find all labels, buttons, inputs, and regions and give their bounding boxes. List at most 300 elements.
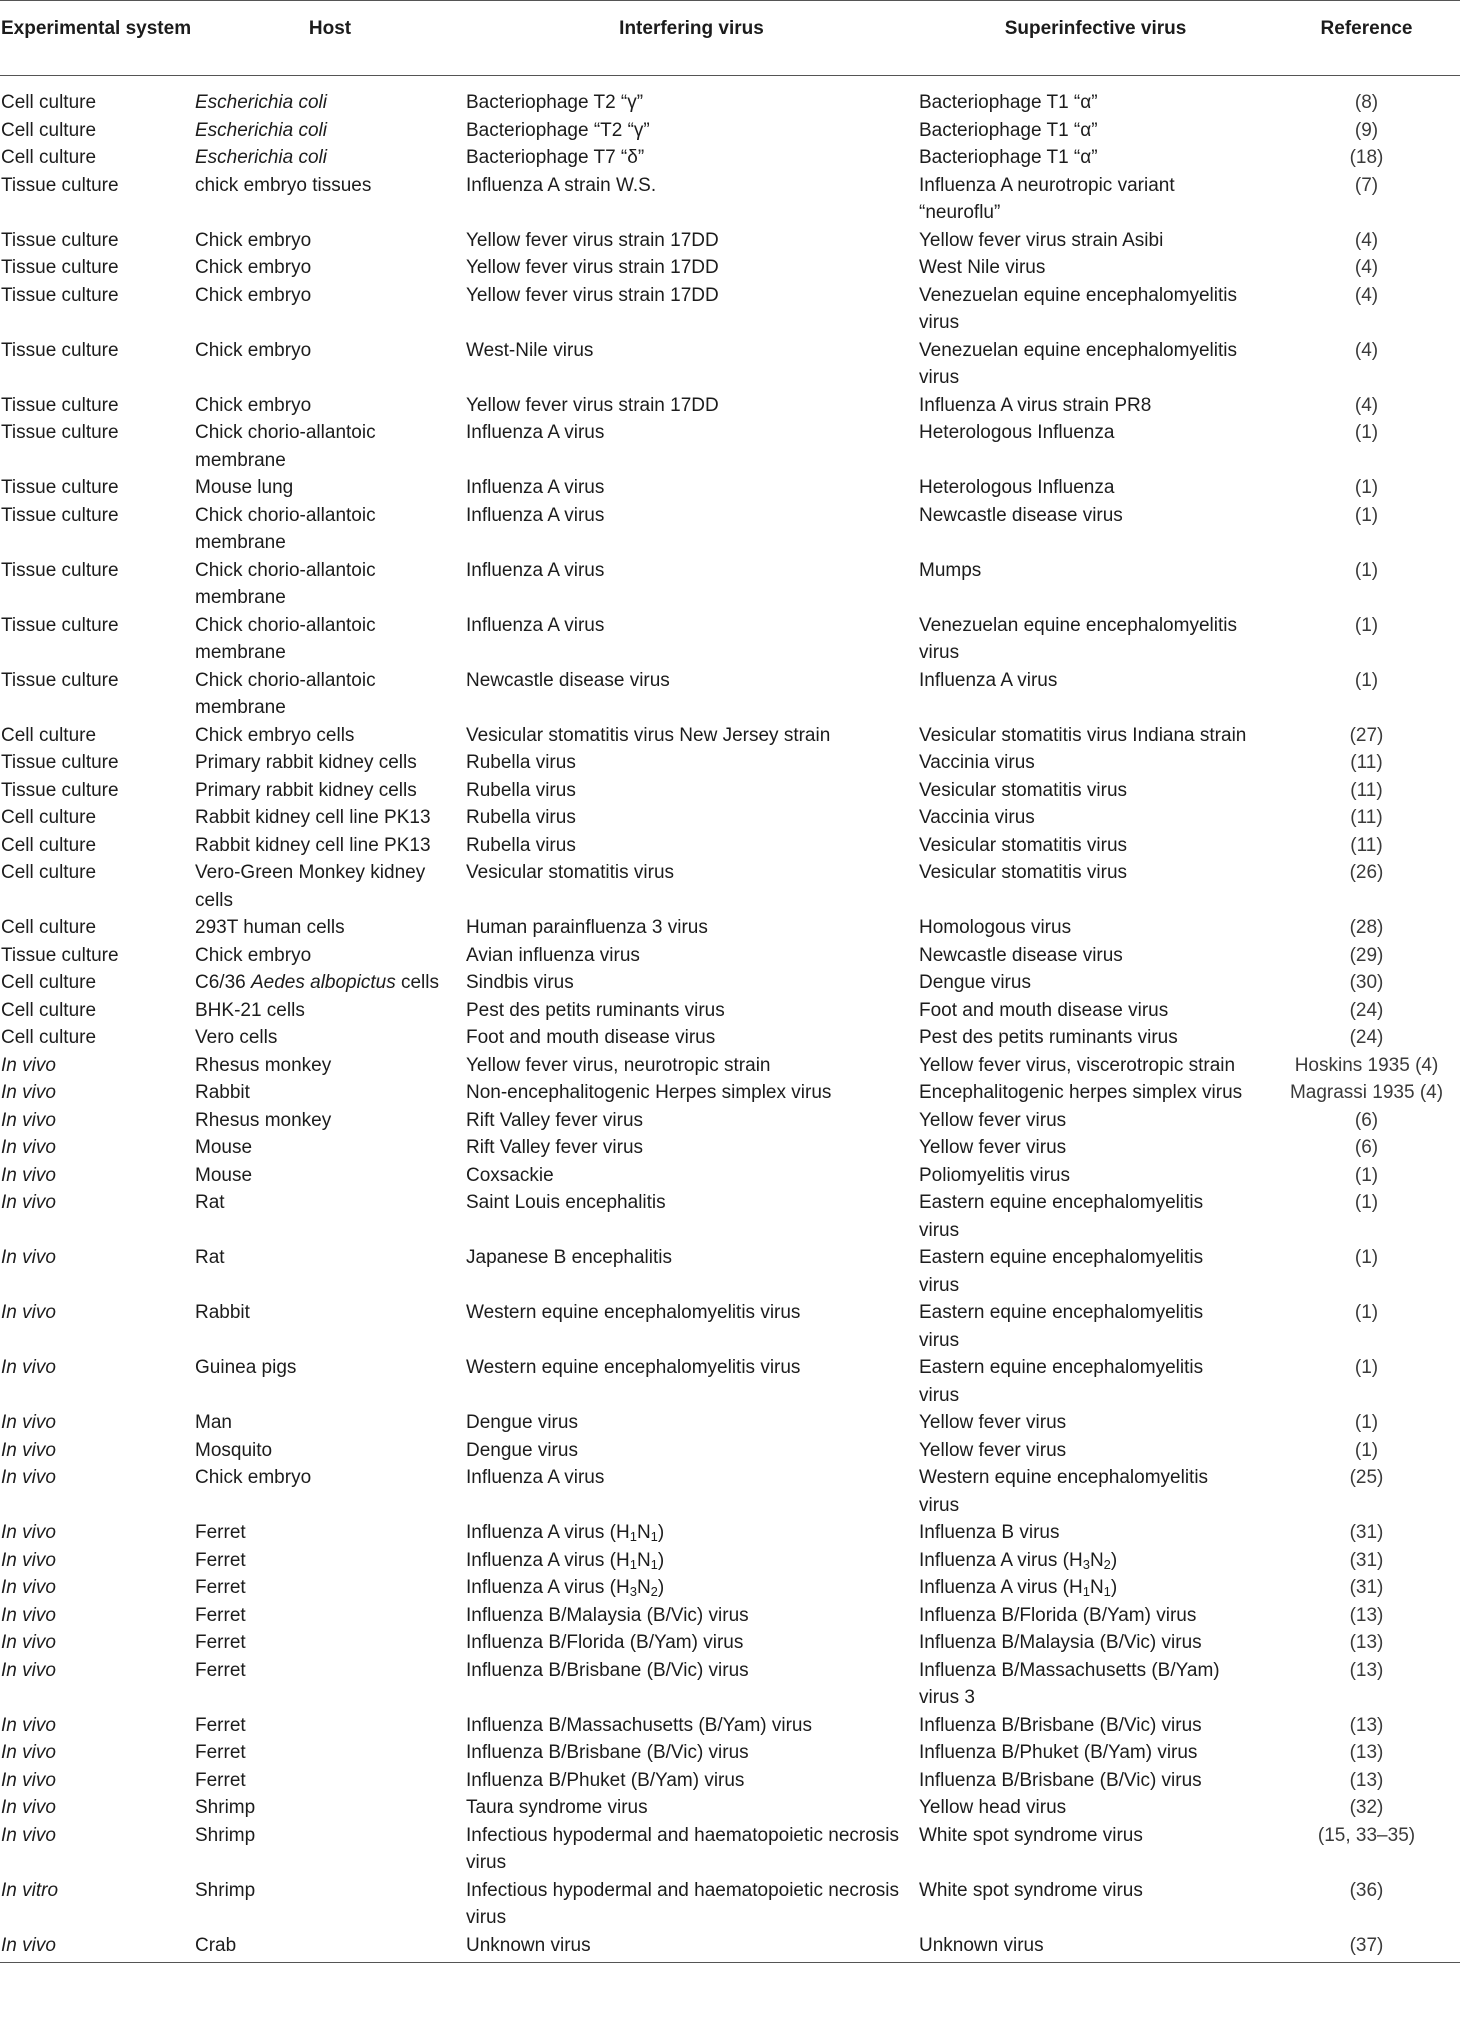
cell-superinfective-virus-text: Vesicular stomatitis virus: [919, 862, 1128, 883]
reference-text: (1): [1354, 1247, 1379, 1268]
cell-host: [195, 804, 465, 832]
reference-text: Hoskins 1935 (4): [1294, 1054, 1439, 1076]
cell-experimental-system-text: Cell culture: [1, 147, 97, 168]
cell-interfering-virus: [465, 1134, 918, 1162]
cell-reference: [1273, 914, 1460, 942]
cell-reference: [1273, 1877, 1460, 1932]
cell-interfering-virus: [465, 1189, 918, 1244]
cell-host-text: Ferret: [195, 1769, 246, 1791]
cell-superinfective-virus-text: Vaccinia virus: [919, 752, 1035, 773]
cell-superinfective-virus: [918, 914, 1273, 942]
cell-reference: [1273, 172, 1460, 227]
cell-host-text: Man: [195, 1412, 232, 1433]
cell-interfering-virus-text: Pest des petits ruminants virus: [466, 999, 725, 1021]
table-row: [0, 1657, 1460, 1712]
cell-interfering-virus: [465, 997, 918, 1025]
cell-superinfective-virus-text: Poliomyelitis virus: [919, 1164, 1070, 1186]
species-name-text: Aedes albopictus: [250, 972, 396, 993]
cell-superinfective-virus: [918, 1024, 1273, 1052]
cell-experimental-system: [0, 749, 195, 777]
cell-interfering-virus-text: Unknown virus: [466, 1934, 591, 1956]
reference-text: (4): [1354, 284, 1379, 306]
cell-interfering-virus-text: Influenza B/Massachusetts (B/Yam) virus: [466, 1714, 812, 1736]
cell-reference: [1273, 777, 1460, 805]
cell-text-part: Influenza A virus (H: [466, 1549, 630, 1571]
cell-interfering-virus: [465, 1409, 918, 1437]
cell-interfering-virus: [465, 969, 918, 997]
cell-experimental-system-text: Tissue culture: [1, 422, 119, 443]
cell-experimental-system: [0, 282, 195, 337]
subscript-text: 2: [650, 1584, 658, 1599]
cell-interfering-virus-text: Rift Valley fever virus: [466, 1109, 644, 1131]
table-row: [0, 1409, 1460, 1437]
cell-interfering-virus-text: Non-encephalitogenic Herpes simplex virus: [466, 1082, 832, 1103]
cell-host: [195, 144, 465, 172]
cell-experimental-system: [0, 1739, 195, 1767]
cell-text-part: ): [657, 1549, 665, 1571]
cell-reference: [1273, 1437, 1460, 1465]
cell-experimental-system-text: Tissue culture: [1, 669, 119, 691]
table-row: [0, 722, 1460, 750]
reference-text: (1): [1354, 1439, 1379, 1461]
cell-experimental-system-text: In vivo: [1, 1632, 56, 1653]
reference-text: (4): [1354, 229, 1379, 251]
cell-host-text: Ferret: [195, 1577, 246, 1598]
cell-interfering-virus-text: Yellow fever virus strain 17DD: [466, 229, 719, 251]
cell-interfering-virus-text: Yellow fever virus strain 17DD: [466, 394, 719, 416]
table-row: [0, 1629, 1460, 1657]
cell-host: [195, 722, 465, 750]
cell-text-part: ): [1110, 1549, 1118, 1571]
cell-host: [195, 557, 465, 612]
table-row: [0, 392, 1460, 420]
cell-experimental-system-text: In vivo: [1, 1604, 56, 1626]
cell-reference: [1273, 1574, 1460, 1602]
cell-reference: [1273, 76, 1460, 117]
cell-superinfective-virus: [918, 1574, 1273, 1602]
cell-superinfective-virus: [918, 392, 1273, 420]
cell-text-part: ): [657, 1577, 665, 1598]
table-row: [0, 1162, 1460, 1190]
cell-experimental-system: [0, 76, 195, 117]
cell-experimental-system: [0, 942, 195, 970]
cell-interfering-virus: [465, 1354, 918, 1409]
reference-text: (13): [1349, 1632, 1384, 1653]
table-row: [0, 76, 1460, 117]
cell-superinfective-virus-text: Dengue virus: [919, 972, 1031, 993]
cell-host: [195, 419, 465, 474]
reference-text: (24): [1349, 1027, 1384, 1048]
cell-interfering-virus-text: Taura syndrome virus: [466, 1797, 648, 1818]
table-row: [0, 1244, 1460, 1299]
cell-host-text: Escherichia coli: [195, 119, 327, 141]
cell-interfering-virus: [465, 859, 918, 914]
cell-host: [195, 1437, 465, 1465]
cell-host: [195, 1409, 465, 1437]
cell-interfering-virus: [465, 777, 918, 805]
cell-experimental-system-text: In vivo: [1, 1357, 56, 1378]
cell-interfering-virus: [465, 1629, 918, 1657]
cell-superinfective-virus-text: Heterologous Influenza: [919, 422, 1115, 443]
subscript-text: 1: [650, 1529, 658, 1544]
cell-reference: [1273, 612, 1460, 667]
cell-experimental-system: [0, 392, 195, 420]
cell-experimental-system-text: Tissue culture: [1, 174, 119, 196]
cell-interfering-virus: [465, 832, 918, 860]
cell-superinfective-virus: [918, 144, 1273, 172]
header-row: [0, 1, 1460, 76]
cell-interfering-virus-text: Bacteriophage T2 “γ”: [466, 92, 644, 113]
cell-experimental-system: [0, 1162, 195, 1190]
cell-text-part: N: [1089, 1549, 1104, 1571]
cell-text-part: Influenza A virus (H: [919, 1549, 1083, 1571]
subscript-text: 3: [629, 1584, 637, 1599]
cell-experimental-system-text: Cell culture: [1, 834, 97, 856]
reference-text: (11): [1350, 752, 1383, 773]
table-row: [0, 282, 1460, 337]
cell-host: [195, 942, 465, 970]
cell-experimental-system-text: In vivo: [1, 1769, 56, 1791]
cell-host-text: Mouse: [195, 1164, 253, 1186]
cell-reference: [1273, 337, 1460, 392]
cell-host-text: Vero-Green Monkey kidney cells: [195, 862, 426, 911]
table-row: [0, 557, 1460, 612]
cell-interfering-virus-text: Influenza A virus: [466, 504, 605, 526]
cell-reference: [1273, 1189, 1460, 1244]
cell-host-text: Crab: [195, 1934, 237, 1956]
cell-superinfective-virus-text: Vesicular stomatitis virus: [919, 779, 1128, 801]
cell-superinfective-virus: [918, 1657, 1273, 1712]
table-body: [0, 76, 1460, 1963]
cell-host-text: 293T human cells: [195, 917, 345, 938]
cell-host-text: Rat: [195, 1192, 225, 1213]
cell-interfering-virus: [465, 749, 918, 777]
reference-text: (6): [1354, 1109, 1379, 1131]
reference-text: (8): [1354, 92, 1379, 113]
cell-reference: [1273, 1739, 1460, 1767]
cell-interfering-virus-text: Rubella virus: [466, 807, 576, 828]
table-row: [0, 1024, 1460, 1052]
cell-reference: [1273, 1354, 1460, 1409]
cell-experimental-system: [0, 1932, 195, 1963]
cell-superinfective-virus: [918, 1519, 1273, 1547]
cell-interfering-virus-text: Influenza A virus: [466, 614, 605, 636]
cell-host-text: Ferret: [195, 1659, 246, 1681]
cell-superinfective-virus: [918, 1437, 1273, 1465]
cell-superinfective-virus: [918, 1244, 1273, 1299]
cell-experimental-system: [0, 144, 195, 172]
cell-host-text: Escherichia coli: [195, 92, 327, 113]
cell-host-text: Ferret: [195, 1522, 246, 1543]
cell-host: [195, 1739, 465, 1767]
cell-reference: [1273, 502, 1460, 557]
cell-reference: [1273, 722, 1460, 750]
cell-superinfective-virus: [918, 1794, 1273, 1822]
cell-interfering-virus-text: Influenza B/Brisbane (B/Vic) virus: [466, 1659, 749, 1681]
cell-experimental-system: [0, 1107, 195, 1135]
subscript-text: 1: [650, 1556, 658, 1572]
cell-host: [195, 1657, 465, 1712]
reference-text: (7): [1354, 174, 1379, 196]
cell-interfering-virus: [465, 392, 918, 420]
cell-host: [195, 1712, 465, 1740]
reference-text: (15, 33–35): [1317, 1824, 1416, 1846]
table-row: [0, 859, 1460, 914]
cell-host: [195, 1547, 465, 1575]
reference-text: (13): [1349, 1769, 1384, 1791]
cell-superinfective-virus: [918, 804, 1273, 832]
cell-superinfective-virus-text: Venezuelan equine encephalomyelitis virus: [919, 614, 1237, 663]
reference-text: (37): [1349, 1934, 1384, 1956]
cell-host: [195, 337, 465, 392]
table-row: [0, 1134, 1460, 1162]
cell-reference: [1273, 1134, 1460, 1162]
cell-host: [195, 667, 465, 722]
cell-reference: [1273, 1822, 1460, 1877]
cell-superinfective-virus-text: Vesicular stomatitis virus: [919, 834, 1128, 856]
table-row: [0, 804, 1460, 832]
cell-superinfective-virus: [918, 1629, 1273, 1657]
cell-host: [195, 117, 465, 145]
table-row: [0, 1107, 1460, 1135]
cell-experimental-system-text: In vivo: [1, 1824, 56, 1846]
cell-host: [195, 1299, 465, 1354]
cell-host-text: Rabbit kidney cell line PK13: [195, 807, 431, 828]
cell-interfering-virus-text: Influenza A strain W.S.: [466, 174, 657, 196]
cell-interfering-virus-text: Yellow fever virus strain 17DD: [466, 284, 719, 306]
cell-experimental-system: [0, 997, 195, 1025]
subscript-text: 3: [1082, 1556, 1090, 1572]
header-interfering-virus: Interfering virus: [465, 1, 918, 76]
cell-experimental-system: [0, 1519, 195, 1547]
cell-text-part: ): [1110, 1577, 1118, 1598]
cell-superinfective-virus-text: Influenza B/Brisbane (B/Vic) virus: [919, 1714, 1202, 1736]
cell-reference: [1273, 1464, 1460, 1519]
cell-interfering-virus: [465, 1079, 918, 1107]
cell-experimental-system-text: In vitro: [1, 1879, 59, 1901]
cell-reference: [1273, 804, 1460, 832]
cell-host-text: Chick chorio-allantoic membrane: [195, 504, 376, 553]
reference-text: Magrassi 1935 (4): [1289, 1082, 1444, 1103]
cell-reference: [1273, 1162, 1460, 1190]
cell-experimental-system-text: Tissue culture: [1, 394, 119, 416]
cell-host: [195, 914, 465, 942]
cell-experimental-system: [0, 1464, 195, 1519]
cell-host: [195, 1602, 465, 1630]
reference-text: (1): [1354, 422, 1379, 443]
cell-superinfective-virus-text: Vaccinia virus: [919, 807, 1035, 828]
reference-text: (31): [1349, 1549, 1384, 1571]
cell-host-text: Rhesus monkey: [195, 1054, 332, 1076]
reference-text: (4): [1354, 339, 1379, 361]
reference-text: (28): [1349, 917, 1384, 938]
cell-superinfective-virus-text: West Nile virus: [919, 257, 1046, 278]
reference-text: (4): [1354, 257, 1379, 278]
table-row: [0, 117, 1460, 145]
cell-host: [195, 474, 465, 502]
subscript-text: 1: [1082, 1584, 1090, 1599]
cell-experimental-system: [0, 1712, 195, 1740]
cell-superinfective-virus-text: Yellow fever virus: [919, 1109, 1067, 1131]
cell-host-text: Ferret: [195, 1549, 246, 1571]
cell-reference: [1273, 1547, 1460, 1575]
cell-experimental-system: [0, 1547, 195, 1575]
cell-interfering-virus: [465, 1657, 918, 1712]
cell-host-text: Rabbit kidney cell line PK13: [195, 834, 431, 856]
table-row: [0, 474, 1460, 502]
cell-experimental-system-text: Tissue culture: [1, 284, 119, 306]
cell-experimental-system-text: In vivo: [1, 1522, 56, 1543]
cell-superinfective-virus-text: Newcastle disease virus: [919, 944, 1123, 966]
cell-interfering-virus-text: Foot and mouth disease virus: [466, 1027, 716, 1048]
cell-interfering-virus-text: Dengue virus: [466, 1412, 578, 1433]
header-host: Host: [195, 1, 465, 76]
cell-experimental-system-text: In vivo: [1, 1137, 56, 1158]
cell-experimental-system: [0, 1134, 195, 1162]
reference-text: (36): [1349, 1879, 1384, 1901]
cell-text-part: Influenza A virus (H: [919, 1577, 1083, 1598]
cell-host-text: Mouse lung: [195, 477, 294, 498]
cell-text-part: C6/36: [195, 972, 251, 993]
cell-reference: [1273, 254, 1460, 282]
cell-reference: [1273, 1107, 1460, 1135]
cell-interfering-virus-text: Influenza A virus: [466, 477, 605, 498]
cell-experimental-system: [0, 172, 195, 227]
cell-experimental-system-text: Tissue culture: [1, 504, 119, 526]
cell-interfering-virus-text: Sindbis virus: [466, 972, 574, 993]
cell-superinfective-virus-text: Bacteriophage T1 “α”: [919, 119, 1098, 141]
table-row: [0, 667, 1460, 722]
cell-reference: [1273, 1629, 1460, 1657]
cell-experimental-system: [0, 1299, 195, 1354]
cell-interfering-virus-text: Infectious hypodermal and haematopoietic necrosis virus: [466, 1824, 900, 1873]
cell-host-text: Chick embryo: [195, 229, 312, 251]
reference-text: (24): [1349, 999, 1384, 1021]
subscript-text: 2: [1103, 1556, 1111, 1572]
cell-superinfective-virus-text: White spot syndrome virus: [919, 1824, 1143, 1846]
cell-interfering-virus: [465, 502, 918, 557]
cell-experimental-system: [0, 419, 195, 474]
header-reference: Reference: [1273, 1, 1460, 76]
cell-reference: [1273, 1794, 1460, 1822]
cell-host-text: Shrimp: [195, 1824, 256, 1846]
cell-host-text: Escherichia coli: [195, 147, 327, 168]
cell-superinfective-virus-text: Eastern equine encephalomyelitis virus: [919, 1357, 1204, 1406]
table-row: [0, 1519, 1460, 1547]
cell-experimental-system: [0, 1409, 195, 1437]
cell-superinfective-virus-text: Foot and mouth disease virus: [919, 999, 1169, 1021]
cell-superinfective-virus-text: Eastern equine encephalomyelitis virus: [919, 1247, 1204, 1296]
cell-host-text: Ferret: [195, 1714, 246, 1736]
cell-host-text: Chick embryo: [195, 339, 312, 361]
cell-interfering-virus: [465, 337, 918, 392]
cell-host: [195, 1052, 465, 1080]
cell-reference: [1273, 474, 1460, 502]
cell-reference: [1273, 557, 1460, 612]
reference-text: (1): [1354, 1412, 1379, 1433]
table-row: [0, 612, 1460, 667]
cell-host: [195, 1024, 465, 1052]
cell-superinfective-virus: [918, 722, 1273, 750]
cell-superinfective-virus: [918, 227, 1273, 255]
cell-host-text: Rhesus monkey: [195, 1109, 332, 1131]
cell-experimental-system-text: Cell culture: [1, 724, 97, 746]
cell-experimental-system-text: Cell culture: [1, 92, 97, 113]
cell-interfering-virus: [465, 1437, 918, 1465]
cell-superinfective-virus: [918, 1877, 1273, 1932]
cell-superinfective-virus-text: Influenza B/Florida (B/Yam) virus: [919, 1604, 1197, 1626]
cell-superinfective-virus-text: Mumps: [919, 559, 982, 581]
cell-experimental-system: [0, 969, 195, 997]
cell-superinfective-virus-text: Unknown virus: [919, 1934, 1044, 1956]
cell-interfering-virus: [465, 144, 918, 172]
reference-text: (31): [1349, 1577, 1384, 1598]
cell-host: [195, 1162, 465, 1190]
cell-experimental-system-text: Tissue culture: [1, 559, 119, 581]
cell-host: [195, 969, 465, 997]
cell-interfering-virus: [465, 282, 918, 337]
cell-reference: [1273, 1712, 1460, 1740]
cell-experimental-system: [0, 227, 195, 255]
cell-reference: [1273, 1767, 1460, 1795]
cell-experimental-system: [0, 859, 195, 914]
reference-text: (1): [1354, 669, 1379, 691]
reference-text: (31): [1349, 1522, 1384, 1543]
reference-text: (1): [1354, 1357, 1379, 1378]
cell-experimental-system-text: In vivo: [1, 1082, 56, 1103]
cell-interfering-virus-text: Rift Valley fever virus: [466, 1137, 644, 1158]
table-row: [0, 914, 1460, 942]
cell-experimental-system-text: Cell culture: [1, 862, 97, 883]
cell-experimental-system-text: In vivo: [1, 1109, 56, 1131]
subscript-text: 1: [629, 1556, 637, 1572]
cell-interfering-virus: [465, 1244, 918, 1299]
reference-text: (4): [1354, 394, 1379, 416]
cell-reference: [1273, 1024, 1460, 1052]
table-row: [0, 1794, 1460, 1822]
cell-superinfective-virus-text: Bacteriophage T1 “α”: [919, 147, 1098, 168]
cell-superinfective-virus: [918, 1602, 1273, 1630]
table-row: [0, 1574, 1460, 1602]
cell-experimental-system-text: In vivo: [1, 1659, 56, 1681]
cell-experimental-system-text: Tissue culture: [1, 229, 119, 251]
cell-host: [195, 1877, 465, 1932]
cell-interfering-virus: [465, 914, 918, 942]
cell-host: [195, 1134, 465, 1162]
cell-experimental-system-text: Tissue culture: [1, 257, 119, 278]
reference-text: (30): [1349, 972, 1384, 993]
cell-interfering-virus: [465, 1794, 918, 1822]
cell-reference: [1273, 1052, 1460, 1080]
cell-interfering-virus: [465, 76, 918, 117]
cell-experimental-system: [0, 1052, 195, 1080]
table-row: [0, 172, 1460, 227]
cell-host: [195, 254, 465, 282]
cell-interfering-virus: [465, 227, 918, 255]
cell-interfering-virus: [465, 1024, 918, 1052]
cell-experimental-system: [0, 1877, 195, 1932]
cell-experimental-system-text: Cell culture: [1, 917, 97, 938]
cell-reference: [1273, 392, 1460, 420]
cell-host-text: Chick embryo: [195, 394, 312, 416]
cell-interfering-virus: [465, 804, 918, 832]
cell-host: [195, 1079, 465, 1107]
reference-text: (9): [1354, 119, 1379, 141]
cell-host-text: Primary rabbit kidney cells: [195, 752, 417, 773]
table-row: [0, 337, 1460, 392]
cell-host: [195, 749, 465, 777]
cell-superinfective-virus: [918, 1932, 1273, 1963]
